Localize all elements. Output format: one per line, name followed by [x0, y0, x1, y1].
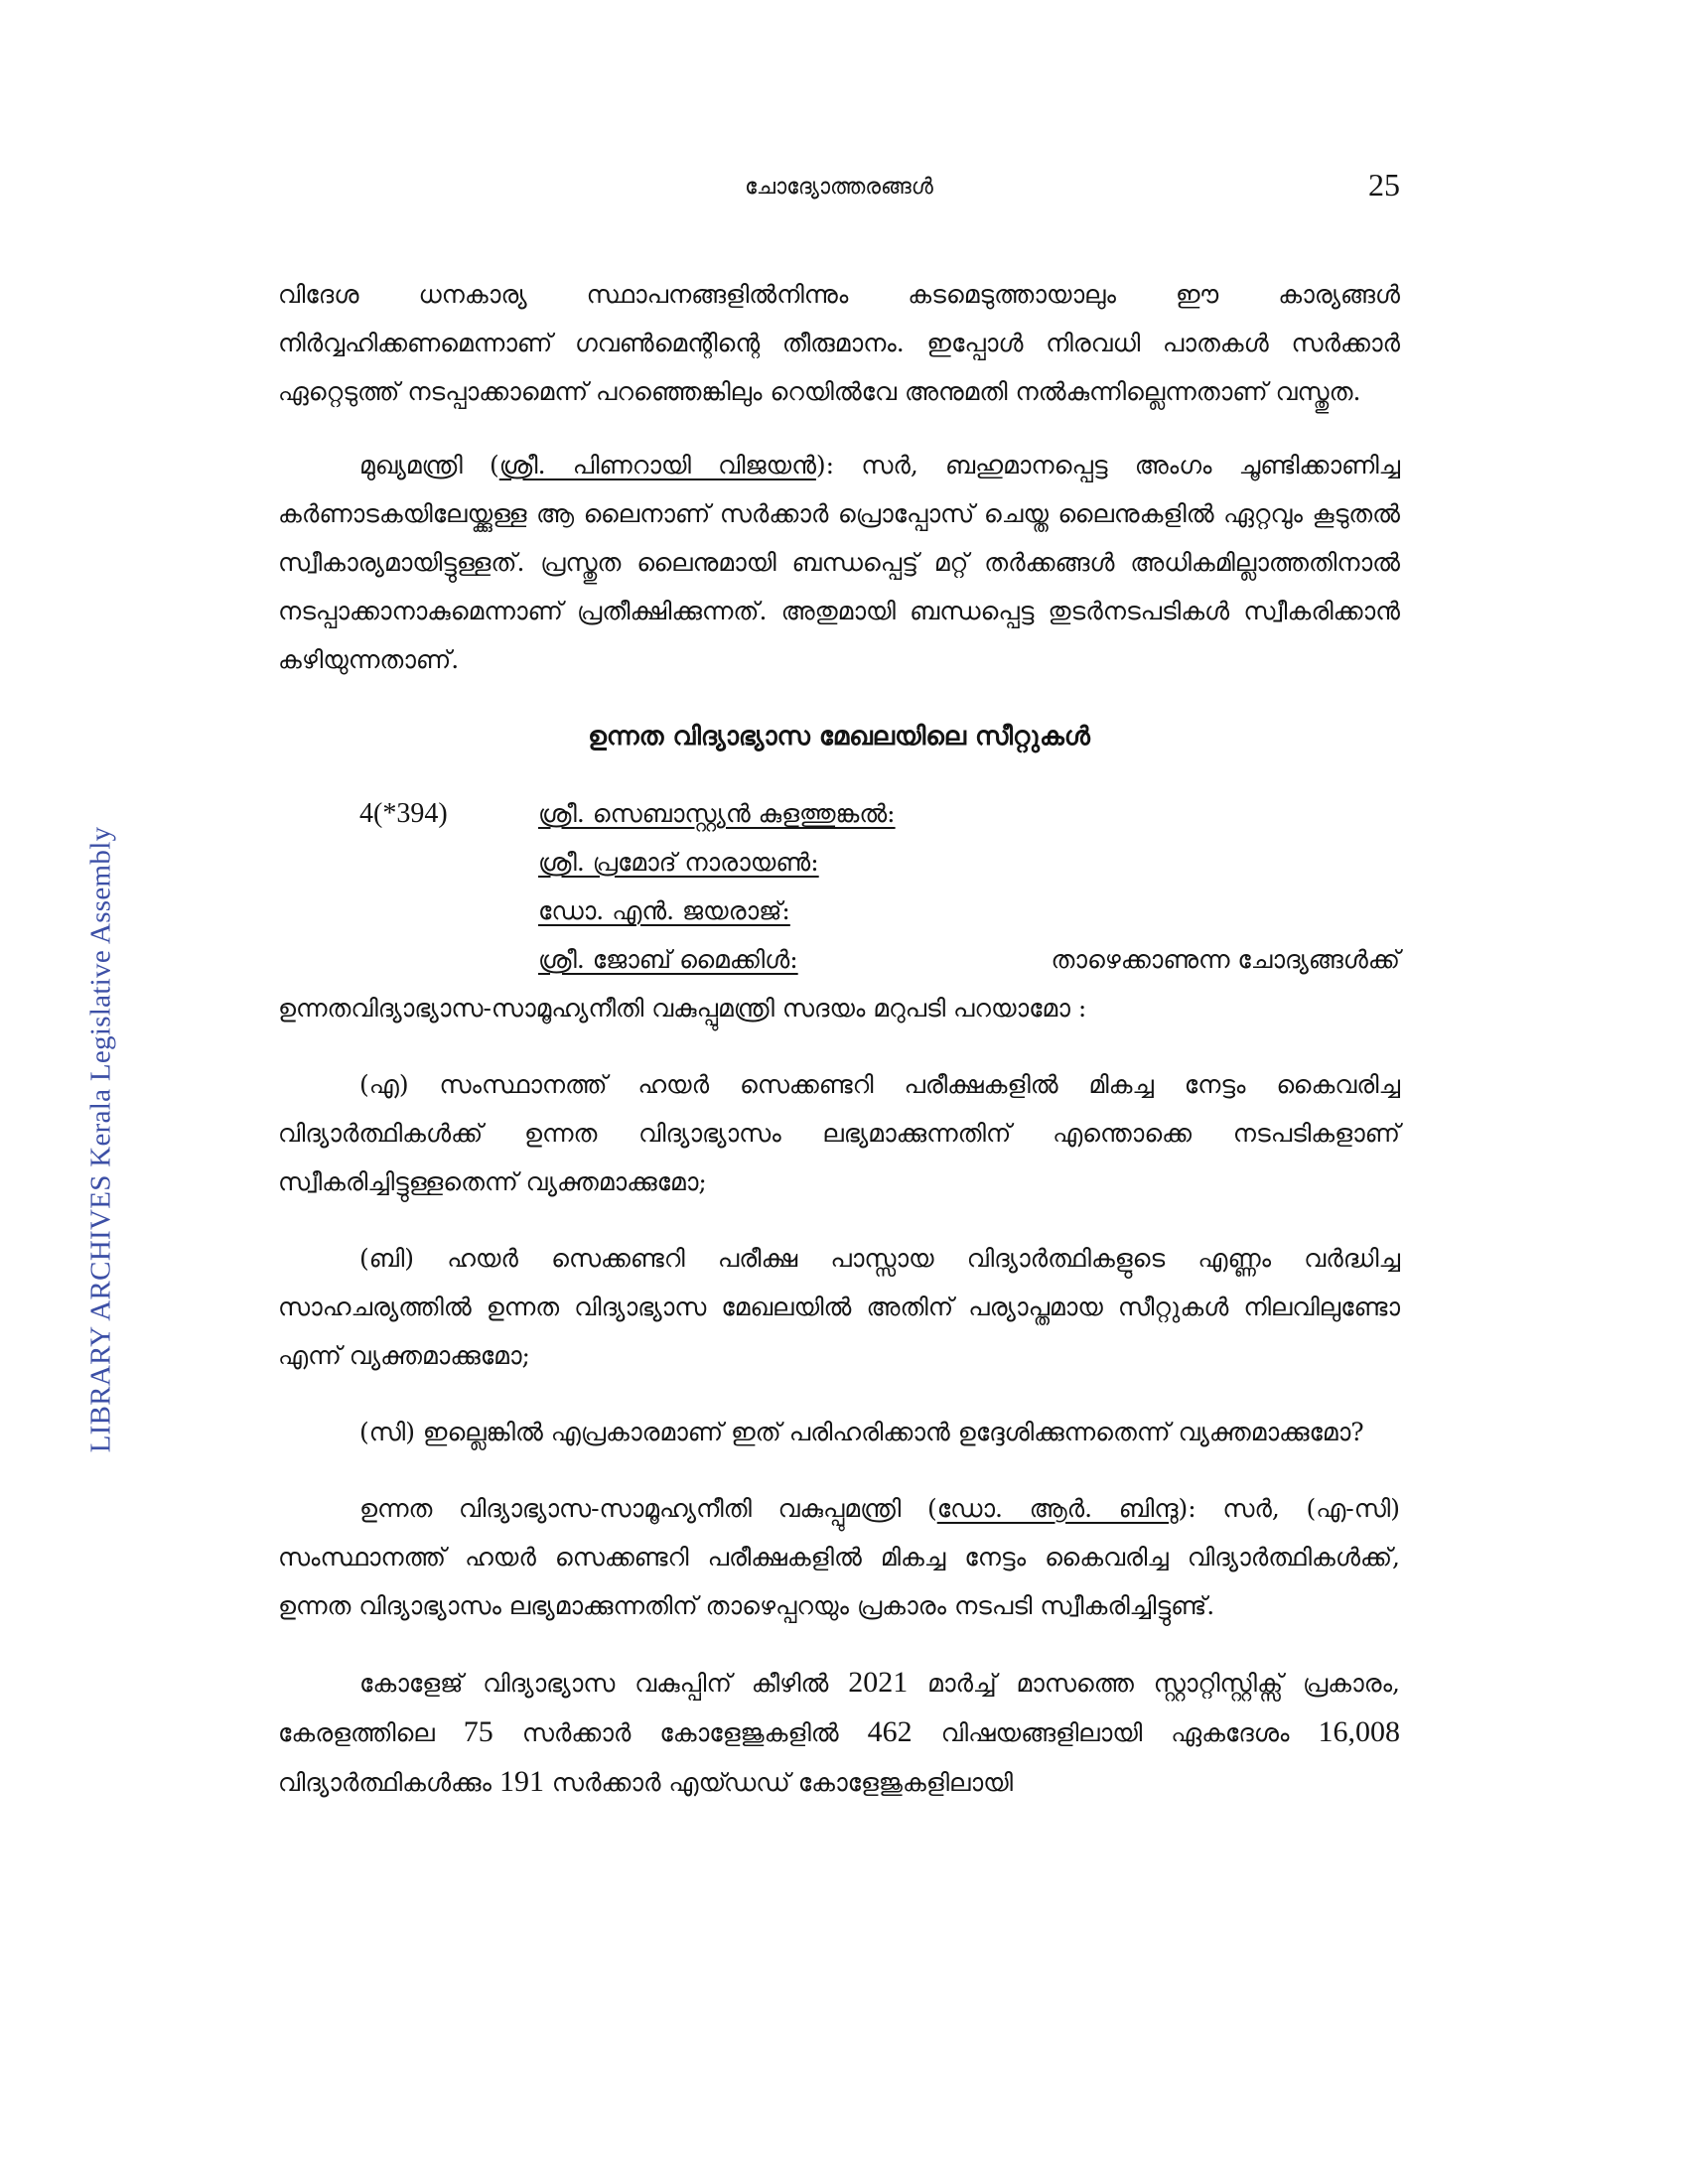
archive-watermark: LIBRARY ARCHIVES Kerala Legislative Assembly: [84, 826, 117, 1453]
aided-college-count: 191: [498, 1765, 544, 1798]
running-head: ചോദ്യോത്തരങ്ങൾ: [745, 175, 933, 200]
answer-text: സർ, (എ-സി) സംസ്ഥാനത്ത് ഹയർ സെക്കണ്ടറി പരീക്ഷകളിൽ മികച്ച നേട്ടം കൈവരിച്ച വിദ്യാർത്ഥികൾക്ക്, ഉന്നത വിദ്യാഭ്യാസം ലഭ്യമാക്കുന്നതിന് താഴെപ്പറയും പ്രകാരം നടപടി സ്വീകരിച്ചിട്ടുണ്ട്.: [278, 1494, 1400, 1620]
paragraph-chief-minister-reply: [278, 441, 1400, 684]
question-lead: താഴെക്കാണുന്ന ചോദ്യങ്ങൾക്ക്: [1051, 945, 1400, 974]
member-name: ശ്രീ. സെബാസ്റ്റ്യൻ കുളത്തുങ്കൽ:: [538, 799, 896, 828]
member-name: ശ്രീ. പ്രമോദ് നാരായൺ:: [538, 848, 819, 877]
year-value: 2021: [848, 1666, 909, 1699]
document-body: [278, 270, 1400, 1807]
speaker-close: ):: [815, 451, 835, 479]
reply-text: സർ, ബഹുമാനപ്പെട്ട അംഗം ചൂണ്ടിക്കാണിച്ച കർണാടകയിലേയ്ക്കുള്ള ആ ലൈനാണ് സർക്കാർ പ്രൊപ്പോസ് ചെയ്ത ലൈനുകളിൽ ഏറ്റവും കൂടുതൽ സ്വീകാര്യമായിട്ടുള്ളത്. പ്രസ്തുത ലൈനുമായി ബന്ധപ്പെട്ട് മറ്റ് തർക്കങ്ങൾ അധികമില്ലാത്തതിനാൽ നടപ്പാക്കാനാകുമെന്നാണ് പ്രതീക്ഷിക്കുന്നത്. അതുമായി ബന്ധപ്പെട്ട തുടർനടപടികൾ സ്വീകരിക്കാൻ കഴിയുന്നതാണ്.: [278, 451, 1400, 674]
question-addressee: ഉന്നതവിദ്യാഭ്യാസ-സാമൂഹ്യനീതി വകുപ്പുമന്ത്രി സദയം മറുപടി പറയാമോ :: [278, 994, 1087, 1023]
question-number: 4(*394): [359, 798, 448, 829]
question-members: [538, 789, 1400, 984]
paragraph-railway: വിദേശ ധനകാര്യ സ്ഥാപനങ്ങളിൽനിന്നും കടമെടുത്തായാലും ഈ കാര്യങ്ങൾ നിർവ്വഹിക്കണമെന്നാണ് ഗവൺമെന്റിന്റെ തീരുമാനം. ഇപ്പോൾ നിരവധി പാതകൾ സർക്കാർ ഏറ്റെടുത്ത് നടപ്പാക്കാമെന്ന് പറഞ്ഞെങ്കിലും റെയിൽവേ അനുമതി നൽകുന്നില്ലെന്നതാണ് വസ്തുത.: [278, 280, 1400, 406]
section-heading: ഉന്നത വിദ്യാഭ്യാസ മേഖലയിലെ സീറ്റുകൾ: [588, 722, 1090, 751]
question-part-b: (ബി) ഹയർ സെക്കണ്ടറി പരീക്ഷ പാസ്സായ വിദ്യാർത്ഥികളുടെ എണ്ണം വർദ്ധിച്ച സാഹചര്യത്തിൽ ഉന്നത വിദ്യാഭ്യാസ മേഖലയിൽ അതിന് പര്യാപ്തമായ സീറ്റുകൾ നിലവിലുണ്ടോ എന്ന് വ്യക്തമാക്കുമോ;: [278, 1244, 1400, 1370]
question-part-c: (സി) ഇല്ലെങ്കിൽ എപ്രകാരമാണ് ഇത് പരിഹരിക്കാൻ ഉദ്ദേശിക്കുന്നതെന്ന് വ്യക്തമാക്കുമോ?: [359, 1418, 1364, 1446]
speaker-role: മുഖ്യമന്ത്രി (: [359, 451, 499, 479]
answer-close: ):: [1178, 1494, 1196, 1523]
student-count: 16,008: [1318, 1715, 1400, 1748]
subject-count: 462: [867, 1715, 913, 1748]
member-name: ഡോ. എൻ. ജയരാജ്:: [538, 896, 790, 925]
answer-paragraph: [278, 1484, 1400, 1630]
answer-name: ഡോ. ആർ. ബിന്ദു: [936, 1494, 1179, 1523]
page-number: 25: [1368, 167, 1400, 203]
member-name-last: ശ്രീ. ജോബ് മൈക്കിൾ: താഴെക്കാണുന്ന ചോദ്യങ്ങൾക്ക്: [538, 935, 1400, 984]
question-part-a: (എ) സംസ്ഥാനത്ത് ഹയർ സെക്കണ്ടറി പരീക്ഷകളിൽ മികച്ച നേട്ടം കൈവരിച്ച വിദ്യാർത്ഥികൾക്ക് ഉന്നത വിദ്യാഭ്യാസം ലഭ്യമാക്കുന്നതിന് എന്തൊക്കെ നടപടികളാണ് സ്വീകരിച്ചിട്ടുള്ളതെന്ന് വ്യക്തമാക്കുമോ;: [278, 1070, 1400, 1196]
govt-college-count: 75: [463, 1715, 493, 1748]
answer-role: ഉന്നത വിദ്യാഭ്യാസ-സാമൂഹ്യനീതി വകുപ്പുമന്ത്രി (: [359, 1494, 937, 1523]
question-block: [278, 789, 1400, 1032]
speaker-name: ശ്രീ. പിണറായി വിജയൻ: [498, 451, 816, 479]
page-header: [278, 167, 1400, 206]
statistics-paragraph: കോളേജ് വിദ്യാഭ്യാസ വകുപ്പിന് കീഴിൽ 2021 മാർച്ച് മാസത്തെ സ്റ്റാറ്റിസ്റ്റിക്സ് പ്രകാരം, കേരളത്തിലെ 75 സർക്കാർ കോളേജുകളിൽ 462 വിഷയങ്ങളിലായി ഏകദേശം 16,008 വിദ്യാർത്ഥികൾക്കും 191 സർക്കാർ എയ്ഡഡ് കോളേജുകളിലായി: [278, 1666, 1400, 1798]
